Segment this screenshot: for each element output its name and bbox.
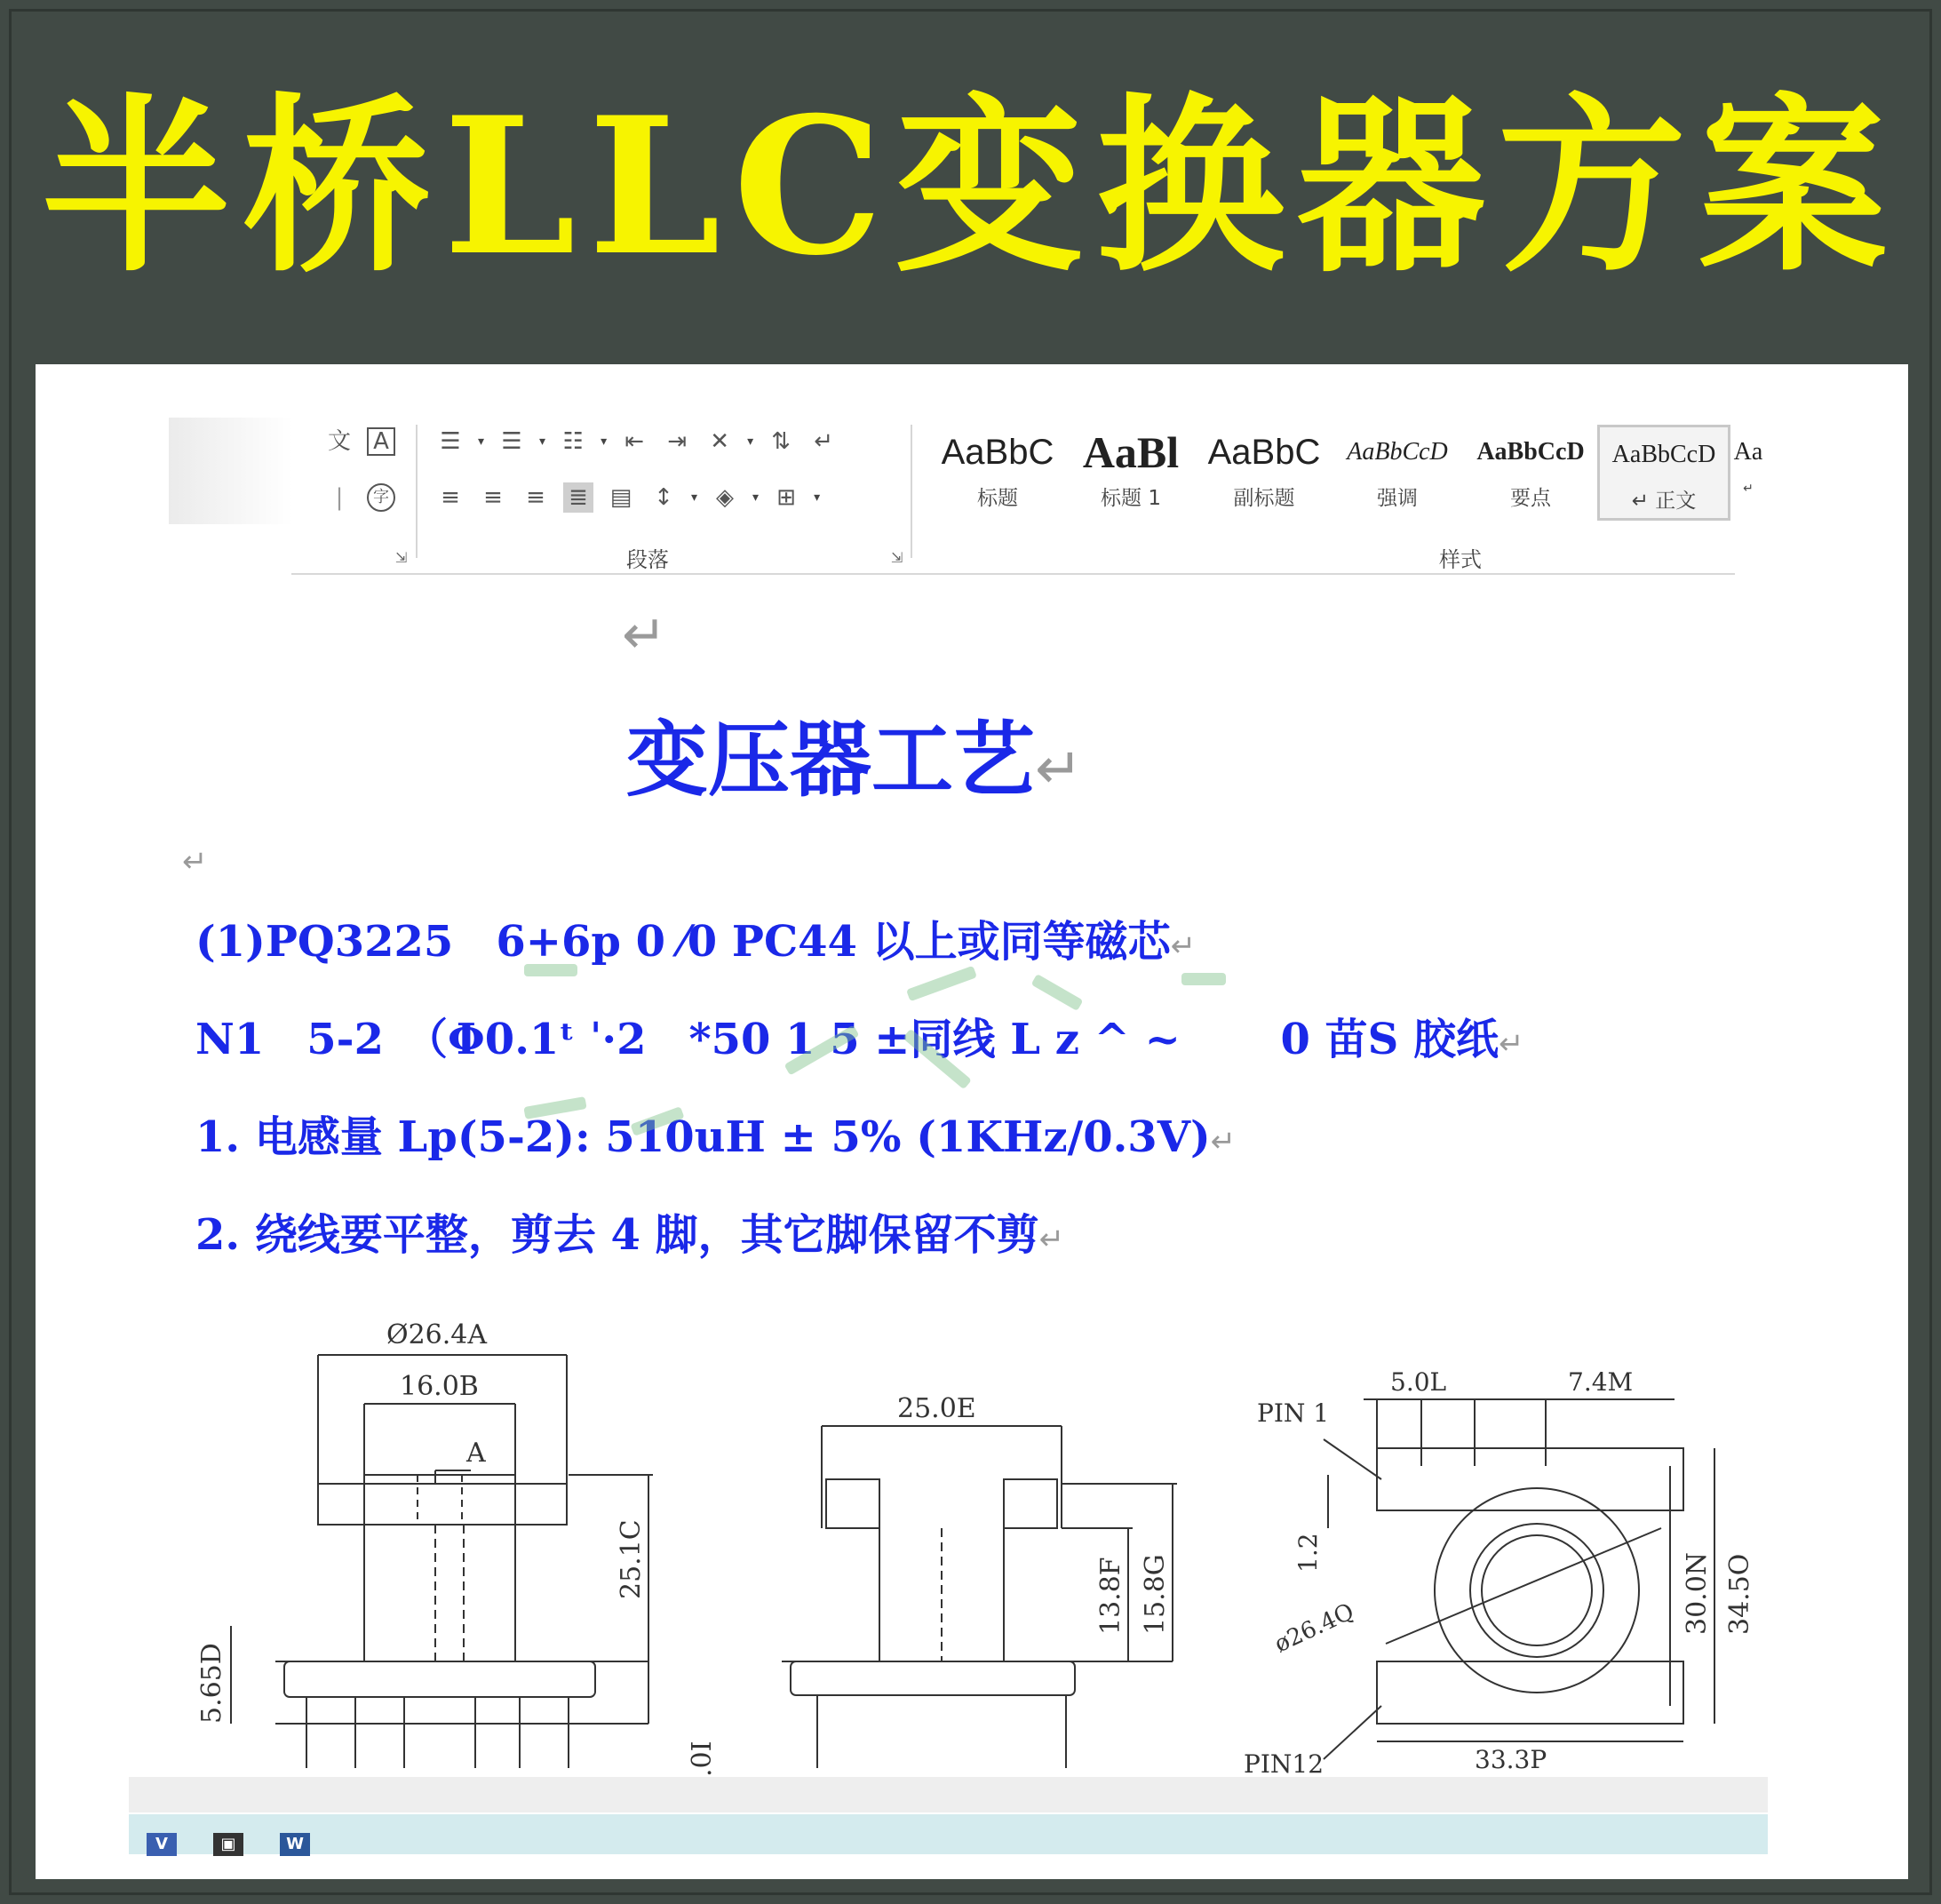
top-flange-left — [826, 1479, 879, 1528]
distributed-icon[interactable]: ▤ — [609, 484, 632, 511]
shading-icon[interactable]: ◈ — [716, 484, 735, 511]
style-name: 强调 — [1377, 487, 1418, 510]
chevron-down-icon[interactable]: ▾ — [691, 490, 698, 505]
dimension-label: 30.0N — [1682, 1551, 1713, 1635]
dimension-label: 1.2 — [1293, 1533, 1323, 1573]
chevron-down-icon[interactable]: ▾ — [601, 434, 608, 449]
bullets-icon[interactable]: ☰ — [440, 428, 461, 455]
top-view — [1324, 1399, 1714, 1759]
doc-line[interactable] — [195, 1013, 1524, 1071]
pins — [306, 1697, 569, 1768]
borders-icon[interactable]: ⊞ — [776, 484, 796, 511]
numbering-icon[interactable]: ☰ — [501, 428, 522, 455]
bore-circle — [1482, 1535, 1592, 1645]
dimension-label: ø26.4Q — [1270, 1598, 1358, 1659]
banner-title: 半桥LLC变换器方案 — [42, 76, 1899, 297]
dimension-label: .0I — [687, 1741, 718, 1777]
align-center-icon[interactable]: ≡ — [483, 484, 503, 511]
char-border-icon[interactable]: A — [367, 427, 395, 456]
paragraph-row-2 — [435, 482, 820, 513]
paragraph-mark: ↵ — [1038, 1222, 1065, 1257]
taskbar — [129, 1814, 1768, 1854]
diameter-leader — [1386, 1528, 1661, 1644]
inner-circle — [1470, 1524, 1603, 1657]
doc-line[interactable] — [195, 1208, 1064, 1266]
chevron-down-icon[interactable]: ▾ — [752, 490, 760, 505]
chevron-down-icon[interactable]: ▾ — [747, 434, 754, 449]
paragraph-row-1 — [435, 426, 839, 457]
style-normal[interactable] — [1597, 425, 1730, 521]
dimension-label: A — [466, 1438, 486, 1469]
phonetic-guide-icon[interactable]: 文 — [327, 428, 351, 455]
paragraph-dialog-launcher-icon[interactable]: ⇲ — [891, 549, 903, 566]
style-next-partial[interactable] — [1730, 425, 1766, 521]
dimension-label: 7.4M — [1568, 1367, 1634, 1397]
style-emphasis[interactable] — [1331, 425, 1464, 521]
ribbon-font-group-fragment — [169, 418, 293, 524]
style-name: 标题 — [977, 487, 1018, 510]
show-marks-icon[interactable]: ↵ — [814, 428, 834, 455]
top-flange-right — [1004, 1479, 1057, 1528]
style-sample: AaBbCcD — [1347, 438, 1448, 466]
doc-line-text: 1. 电感量 Lp(5-2): 510uH ± 5% (1KHz/0.3V) — [195, 1112, 1211, 1162]
increase-indent-icon[interactable]: ⇥ — [667, 428, 687, 455]
style-sample: AaBbC — [1207, 433, 1321, 472]
dimension-label: 5.65D — [196, 1643, 227, 1724]
doc-line-text: (1)PQ3225 6+6p 0 ⁄0 PC44 以上或同等磁芯 — [195, 917, 1171, 967]
dimension-label: 15.8G — [1140, 1554, 1171, 1635]
style-name: ↵ 正文 — [1631, 490, 1697, 513]
style-sample: AaBbCcD — [1611, 441, 1716, 468]
dimension-label: 16.0B — [400, 1371, 479, 1402]
document-title[interactable] — [626, 711, 1083, 818]
word-icon[interactable]: W — [280, 1833, 310, 1856]
enclose-char-icon[interactable]: 字 — [367, 483, 395, 512]
dimension-label: 25.1C — [616, 1519, 647, 1599]
multilevel-list-icon[interactable]: ☷ — [562, 428, 584, 455]
style-strong[interactable] — [1464, 425, 1597, 521]
font-dialog-launcher-icon[interactable]: ⇲ — [395, 549, 408, 566]
ribbon-separator — [416, 425, 418, 558]
paragraph-mark: ↵ — [1210, 1124, 1237, 1159]
line-spacing-icon[interactable]: ↕ — [654, 484, 673, 511]
top-flange — [318, 1484, 567, 1525]
paragraph-mark: ↵ — [1499, 1026, 1524, 1062]
document-title-text: 变压器工艺 — [626, 712, 1036, 808]
pin-label: PIN 1 — [1257, 1398, 1330, 1428]
ribbon-top-left-icons — [324, 426, 395, 457]
top-window — [364, 1475, 515, 1525]
watermark-smudge — [1181, 973, 1226, 985]
chinese-layout-icon[interactable]: ✕ — [710, 428, 729, 455]
doc-line[interactable] — [195, 915, 1196, 973]
decrease-indent-icon[interactable]: ⇤ — [624, 428, 644, 455]
style-name: ↵ — [1743, 482, 1754, 496]
sort-icon[interactable]: ⇅ — [771, 428, 792, 455]
watermark-smudge — [524, 964, 577, 976]
paragraph-mark: ↵ — [1170, 928, 1197, 964]
style-name: 要点 — [1510, 487, 1551, 510]
paragraph-mark: ↵ — [622, 604, 667, 666]
style-sample: AaBbCcD — [1476, 438, 1585, 466]
ribbon-separator — [911, 425, 912, 558]
app-icon[interactable]: ▣ — [213, 1833, 243, 1856]
visio-icon[interactable]: V — [147, 1833, 177, 1856]
status-bar — [129, 1777, 1768, 1812]
paragraph-mark: ↵ — [1035, 737, 1083, 802]
chevron-down-icon[interactable]: ▾ — [478, 434, 485, 449]
dimension-label: 13.8F — [1095, 1557, 1126, 1635]
paragraph-group-label: 段落 — [626, 547, 669, 572]
dimension-label: Ø26.4A — [386, 1319, 488, 1350]
pin1-leader — [1324, 1439, 1381, 1479]
style-name: 标题 1 — [1101, 487, 1161, 510]
dimension-label: 33.3P — [1475, 1745, 1547, 1774]
base-flange — [284, 1661, 595, 1697]
style-heading-1[interactable] — [1064, 425, 1197, 521]
style-name: 副标题 — [1233, 487, 1295, 510]
doc-line-text: 2. 绕线要平整，剪去 4 脚，其它脚保留不剪 — [195, 1210, 1039, 1260]
style-sample: AaBbC — [941, 433, 1054, 472]
divider-icon: | — [335, 484, 344, 511]
bobbin-technical-drawing — [142, 1306, 1768, 1777]
styles-gallery — [931, 425, 1766, 522]
top-pin-block — [1377, 1448, 1683, 1510]
dimension-label: 25.0E — [897, 1393, 976, 1424]
justify-icon[interactable]: ≣ — [563, 482, 593, 513]
pin12-leader — [1324, 1706, 1381, 1759]
base-flange — [791, 1661, 1075, 1695]
dimension-label: 34.5O — [1724, 1553, 1755, 1635]
style-subtitle[interactable] — [1197, 425, 1331, 521]
style-sample: Aa — [1733, 438, 1763, 466]
front-view — [231, 1355, 653, 1768]
doc-line[interactable] — [195, 1111, 1236, 1168]
style-title[interactable] — [931, 425, 1064, 521]
pin-label: PIN12 — [1244, 1749, 1324, 1777]
style-sample: AaBl — [1082, 427, 1180, 477]
chevron-down-icon[interactable]: ▾ — [814, 490, 821, 505]
doc-line-text: N1 5-2 （Φ0.1ᵗ ˈ·2 *50 1 5 ±同线 L z ^ ~ 0 苗S 胶纸 — [195, 1015, 1500, 1064]
styles-group-label: 样式 — [1439, 547, 1482, 572]
paragraph-mark: ↵ — [182, 844, 208, 880]
align-left-icon[interactable]: ≡ — [441, 484, 460, 511]
align-right-icon[interactable]: ≡ — [526, 484, 545, 511]
ribbon-enclose-row — [324, 482, 395, 513]
dimension-label: 5.0L — [1390, 1367, 1447, 1397]
chevron-down-icon[interactable]: ▾ — [539, 434, 546, 449]
